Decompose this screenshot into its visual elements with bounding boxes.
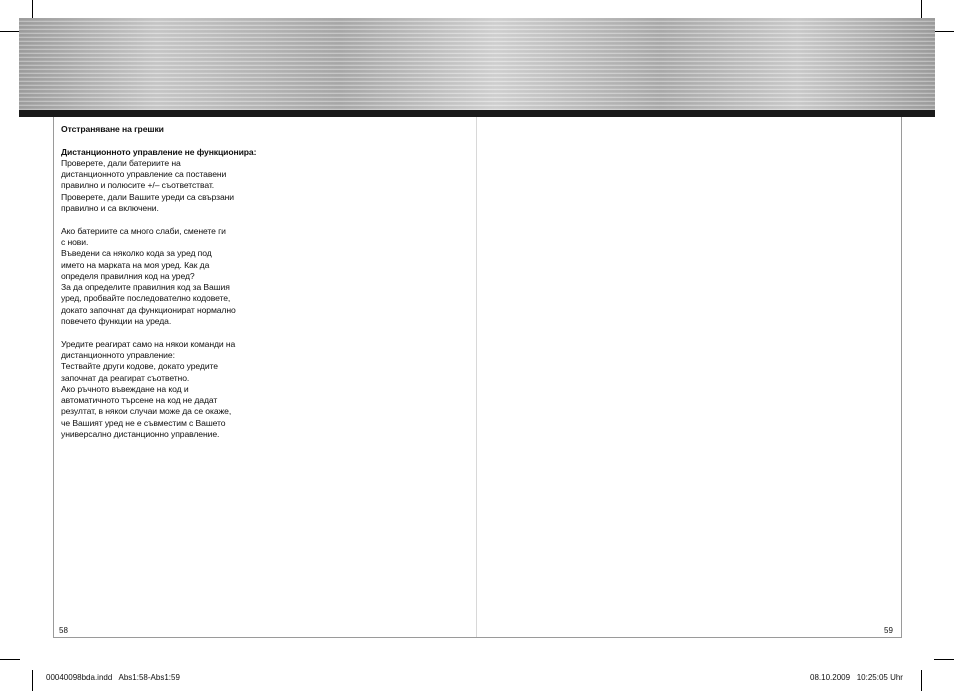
block-heading: Дистанционното управление не функционира: xyxy=(61,146,257,157)
header-bar xyxy=(19,110,935,117)
text-line: правилно и полюсите +/– съответстват. xyxy=(61,180,215,191)
crop-mark xyxy=(0,659,20,660)
text-line: автоматичното търсене на код не дадат xyxy=(61,395,218,406)
crop-mark xyxy=(934,659,954,660)
text-line: Ако батериите са много слаби, сменете ги xyxy=(61,225,226,236)
page-number-left: 58 xyxy=(59,626,68,635)
right-page-frame xyxy=(477,117,902,638)
page-fold xyxy=(476,117,477,637)
text-line: с нови. xyxy=(61,236,89,247)
text-line: Въведени са няколко кода за уред под xyxy=(61,248,212,259)
crop-mark xyxy=(0,31,20,32)
crop-mark xyxy=(934,31,954,32)
crop-mark xyxy=(921,0,922,20)
text-line: универсално дистанционно управление. xyxy=(61,429,220,440)
section-title: Отстраняване на грешки xyxy=(61,124,164,134)
text-line: Ако ръчното въвеждане на код и xyxy=(61,383,189,394)
crop-mark xyxy=(921,670,922,691)
text-line: правилно и са включени. xyxy=(61,203,159,214)
text-line: За да определите правилния код за Вашия xyxy=(61,282,230,293)
page-number-right: 59 xyxy=(884,626,893,635)
slug-file-info: 00040098bda.indd Abs1:58-Abs1:59 xyxy=(46,673,180,682)
text-line: уред, пробвайте последователно кодовете, xyxy=(61,293,231,304)
text-line: Проверете, дали батериите на xyxy=(61,157,181,168)
text-line: повечето функции на уреда. xyxy=(61,316,172,327)
troubleshooting-text xyxy=(61,124,261,440)
text-line: Проверете, дали Вашите уреди са свързани xyxy=(61,191,234,202)
text-line: дистанционното управление са поставени xyxy=(61,169,227,180)
crop-mark xyxy=(32,0,33,20)
brushed-metal-header xyxy=(19,18,935,110)
text-line: името на марката на моя уред. Как да xyxy=(61,259,210,270)
crop-mark xyxy=(32,670,33,691)
text-line: докато започнат да функционират нормално xyxy=(61,304,236,315)
text-line: определя правилния код на уред? xyxy=(61,270,195,281)
slug-datetime: 08.10.2009 10:25:05 Uhr xyxy=(810,673,903,682)
text-line: започнат да реагират съответно. xyxy=(61,372,190,383)
text-line: дистанционното управление: xyxy=(61,349,175,360)
text-line: Уредите реагират само на някои команди на xyxy=(61,338,236,349)
text-line: че Вашият уред не е съвместим с Вашето xyxy=(61,417,226,428)
text-line: Тествайте други кодове, докато уредите xyxy=(61,361,218,372)
text-line: резултат, в някои случаи може да се окаже, xyxy=(61,406,232,417)
